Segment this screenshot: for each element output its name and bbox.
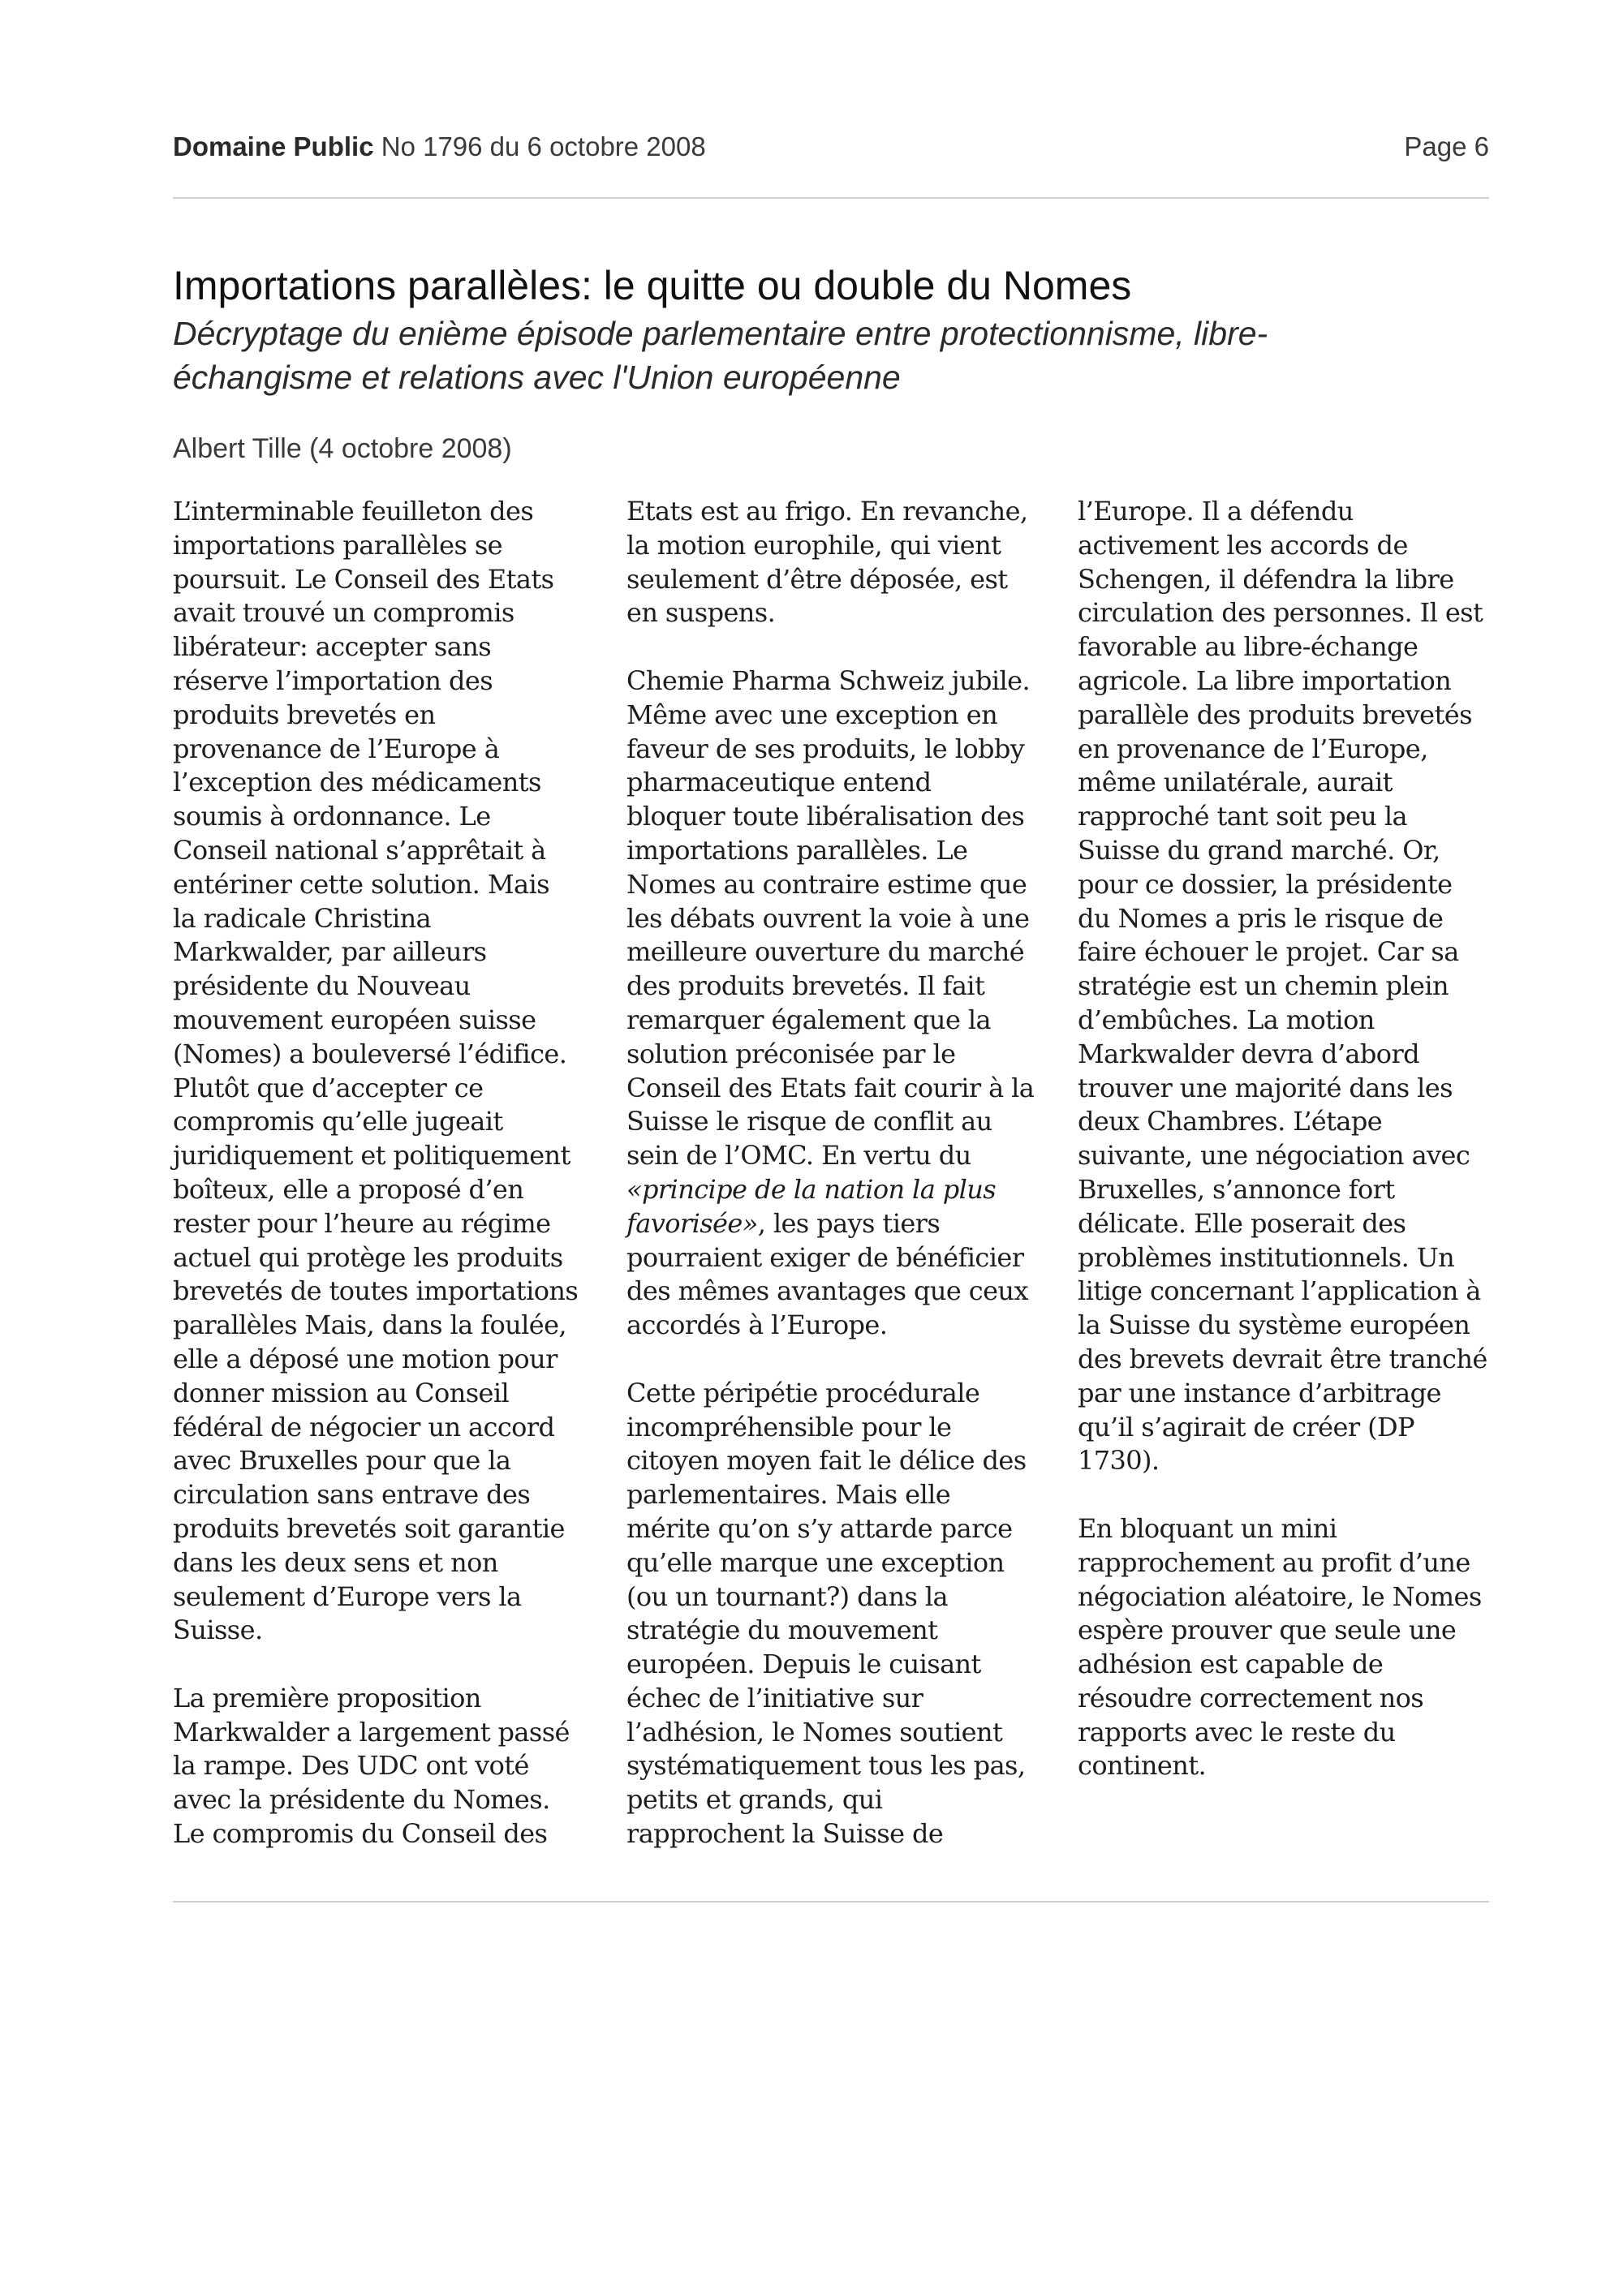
text-line: pourraient exiger de bénéficier: [626, 1241, 1024, 1273]
text-line: des brevets devrait être tranché: [1078, 1343, 1487, 1374]
text-line: avec Bruxelles pour que la: [173, 1445, 511, 1477]
text-line: adhésion est capable de: [1078, 1649, 1384, 1680]
article-byline: Albert Tille (4 octobre 2008): [173, 433, 512, 464]
page-number: Page 6: [1404, 131, 1489, 161]
text-line: sein de l’OMC. En vertu du: [626, 1140, 971, 1172]
text-line: donner mission au Conseil: [173, 1377, 510, 1408]
text-line: en provenance de l’Europe,: [1078, 733, 1428, 764]
text-column-1: [173, 495, 611, 1851]
text-line: Conseil des Etats fait courir à la: [626, 1072, 1035, 1103]
text-line: soumis à ordonnance. Le: [173, 801, 491, 832]
text-line: d’embûches. La motion: [1078, 1004, 1375, 1035]
text-line: juridiquement et politiquement: [173, 1140, 570, 1172]
text-line: Suisse.: [173, 1615, 263, 1646]
text-line: importations parallèles se: [173, 529, 502, 561]
text-line: compromis qu’elle jugeait: [173, 1106, 503, 1137]
text-line: faveur de ses produits, le lobby: [626, 733, 1025, 764]
header-divider: [173, 197, 1489, 199]
text-line: mouvement européen suisse: [173, 1004, 536, 1035]
text-column-2: [626, 495, 1065, 1851]
text-line: systématiquement tous les pas,: [626, 1750, 1026, 1782]
text-line: résoudre correctement nos: [1078, 1682, 1424, 1713]
text-line: brevetés de toutes importations: [173, 1275, 579, 1307]
quoted-term: «principe de la nation la plus: [626, 1173, 997, 1205]
publication-name: Domaine Public: [173, 131, 374, 161]
paragraph-lines: [626, 1241, 1065, 1343]
text-line: Cette péripétie procédurale: [626, 1377, 980, 1408]
text-line: qu’elle marque une exception: [626, 1546, 1005, 1578]
text-line: remarquer également que la: [626, 1004, 991, 1035]
text-line: l’adhésion, le Nomes soutient: [626, 1716, 1003, 1748]
text-fragment: , les pays tiers: [757, 1207, 941, 1239]
text-line: parlementaires. Mais elle: [626, 1479, 951, 1511]
text-line: Markwalder, par ailleurs: [173, 936, 487, 968]
text-line: échec de l’initiative sur: [626, 1682, 923, 1713]
text-line: produits brevetés soit garantie: [173, 1512, 565, 1544]
text-line: rapprochement au profit d’une: [1078, 1546, 1470, 1578]
text-line: Suisse du grand marché. Or,: [1078, 834, 1440, 866]
text-line: avait trouvé un compromis: [173, 597, 514, 629]
text-line: elle a déposé une motion pour: [173, 1343, 558, 1374]
text-line: Plutôt que d’accepter ce: [173, 1072, 484, 1103]
text-line: (Nomes) a bouleversé l’édifice.: [173, 1038, 567, 1069]
text-line: suivante, une négociation avec: [1078, 1140, 1470, 1172]
text-line: produits brevetés en: [173, 699, 436, 730]
text-line: rapports avec le reste du: [1078, 1716, 1396, 1748]
text-line: Schengen, il défendra la libre: [1078, 563, 1454, 595]
paragraph: [1078, 1512, 1516, 1783]
text-line: Markwalder devra d’abord: [1078, 1038, 1420, 1069]
text-line: importations parallèles. Le: [626, 834, 968, 866]
footer-divider: [173, 1901, 1489, 1903]
text-line: incompréhensible pour le: [626, 1411, 952, 1443]
text-line: pour ce dossier, la présidente: [1078, 868, 1453, 900]
text-line: Chemie Pharma Schweiz jubile.: [626, 664, 1031, 696]
text-line: rapprochent la Suisse de: [626, 1818, 944, 1850]
text-line: deux Chambres. L’étape: [1078, 1106, 1383, 1137]
text-line: même unilatérale, aurait: [1078, 767, 1393, 798]
text-line: délicate. Elle poserait des: [1078, 1207, 1406, 1239]
text-line: la radicale Christina: [173, 902, 432, 934]
article-subtitle: [173, 312, 1504, 399]
text-line: des mêmes avantages que ceux: [626, 1275, 1028, 1307]
text-line: en suspens.: [626, 597, 776, 629]
text-line: agricole. La libre importation: [1078, 664, 1452, 696]
text-line: la rampe. Des UDC ont voté: [173, 1750, 529, 1782]
quoted-term: favorisée»: [626, 1207, 758, 1239]
text-line: activement les accords de: [1078, 529, 1408, 561]
text-line: l’exception des médicaments: [173, 767, 541, 798]
text-line: continent.: [1078, 1750, 1207, 1782]
text-line: bloquer toute libéralisation des: [626, 801, 1025, 832]
paragraph: [173, 1682, 611, 1851]
issue-info: No 1796 du 6 octobre 2008: [381, 131, 706, 161]
text-line: Bruxelles, s’annonce fort: [1078, 1173, 1395, 1205]
text-line: parallèles Mais, dans la foulée,: [173, 1309, 567, 1341]
text-line: par une instance d’arbitrage: [1078, 1377, 1441, 1408]
text-line: la Suisse du système européen: [1078, 1309, 1470, 1341]
text-line: stratégie du mouvement: [626, 1615, 938, 1646]
text-line: circulation des personnes. Il est: [1078, 597, 1483, 629]
text-line: Le compromis du Conseil des: [173, 1818, 548, 1850]
paragraph: [1078, 495, 1516, 1478]
paragraph: [626, 1377, 1065, 1851]
text-line: accordés à l’Europe.: [626, 1309, 888, 1341]
text-line: qu’il s’agirait de créer (DP: [1078, 1411, 1414, 1443]
text-line: la motion europhile, qui vient: [626, 529, 1001, 561]
paragraph-lines: [626, 664, 1065, 1173]
text-line: litige concernant l’application à: [1078, 1275, 1481, 1307]
text-line: entériner cette solution. Mais: [173, 868, 549, 900]
text-line: meilleure ouverture du marché: [626, 936, 1025, 968]
text-line: réserve l’importation des: [173, 664, 493, 696]
text-line: Etats est au frigo. En revanche,: [626, 496, 1028, 527]
text-line: présidente du Nouveau: [173, 970, 471, 1002]
text-column-3: [1078, 495, 1516, 1783]
text-line: seulement d’Europe vers la: [173, 1580, 522, 1612]
text-line: du Nomes a pris le risque de: [1078, 902, 1444, 934]
text-line: L’interminable feuilleton des: [173, 496, 534, 527]
text-line: Suisse le risque de conflit au: [626, 1106, 992, 1137]
text-line: Même avec une exception en: [626, 699, 998, 730]
text-line: citoyen moyen fait le délice des: [626, 1445, 1027, 1477]
text-line: Markwalder a largement passé: [173, 1716, 570, 1748]
text-line: faire échouer le projet. Car sa: [1078, 936, 1459, 968]
text-line: fédéral de négocier un accord: [173, 1411, 555, 1443]
text-line: trouver une majorité dans les: [1078, 1072, 1453, 1103]
text-line: seulement d’être déposée, est: [626, 563, 1008, 595]
text-line: espère prouver que seule une: [1078, 1615, 1457, 1646]
text-line: En bloquant un mini: [1078, 1512, 1337, 1544]
text-line: actuel qui protège les produits: [173, 1241, 563, 1273]
paragraph: [173, 495, 611, 1648]
text-line: les débats ouvrent la voie à une: [626, 902, 1030, 934]
text-line: négociation aléatoire, le Nomes: [1078, 1580, 1482, 1612]
subtitle-line: Décryptage du enième épisode parlementaire entre protectionnisme, libre-: [173, 315, 1268, 352]
text-line: solution préconisée par le: [626, 1038, 956, 1069]
text-line: problèmes institutionnels. Un: [1078, 1241, 1455, 1273]
paragraph: [626, 664, 1065, 1343]
article-title: Importations parallèles: le quitte ou double du Nomes: [173, 263, 1132, 308]
text-line: boîteux, elle a proposé d’en: [173, 1173, 524, 1205]
text-line: stratégie est un chemin plein: [1078, 970, 1449, 1002]
text-line: La première proposition: [173, 1682, 481, 1713]
text-line: avec la présidente du Nomes.: [173, 1784, 550, 1816]
text-line: pharmaceutique entend: [626, 767, 932, 798]
text-line: 1730).: [1078, 1445, 1160, 1477]
text-line: libérateur: accepter sans: [173, 631, 492, 663]
text-line: européen. Depuis le cuisant: [626, 1649, 981, 1680]
paragraph: [626, 495, 1065, 630]
text-line: circulation sans entrave des: [173, 1479, 531, 1511]
text-line: (ou un tournant?) dans la: [626, 1580, 949, 1612]
text-line: des produits brevetés. Il fait: [626, 970, 985, 1002]
text-line: rapproché tant soit peu la: [1078, 801, 1407, 832]
text-line: dans les deux sens et non: [173, 1546, 498, 1578]
text-line: rester pour l’heure au régime: [173, 1207, 551, 1239]
text-line: parallèle des produits brevetés: [1078, 699, 1472, 730]
subtitle-line: échangisme et relations avec l'Union européenne: [173, 359, 901, 396]
page-header: [173, 131, 1489, 172]
text-line: poursuit. Le Conseil des Etats: [173, 563, 554, 595]
text-line: l’Europe. Il a défendu: [1078, 496, 1354, 527]
text-line: provenance de l’Europe à: [173, 733, 500, 764]
text-line: Conseil national s’apprêtait à: [173, 834, 546, 866]
text-line: Nomes au contraire estime que: [626, 868, 1027, 900]
text-line: [626, 1207, 1065, 1241]
text-line: petits et grands, qui: [626, 1784, 883, 1816]
text-line: mérite qu’on s’y attarde parce: [626, 1512, 1013, 1544]
text-line: favorable au libre-échange: [1078, 631, 1419, 663]
